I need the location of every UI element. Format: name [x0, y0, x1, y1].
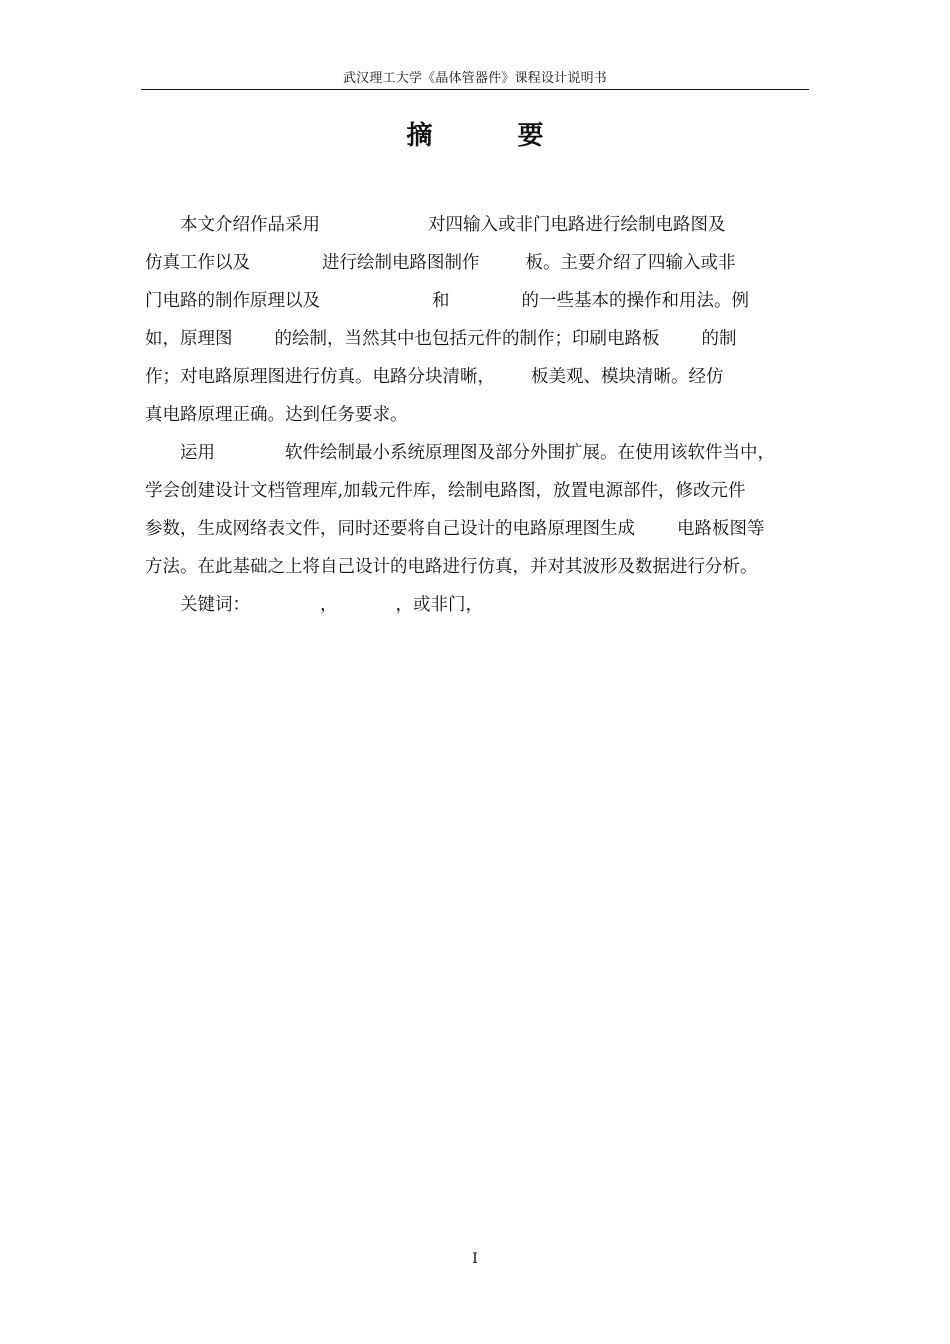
text-segment: 学会创建设计文档管理库,加载元件库，绘制电路图，放置电源部件，修改元件 [145, 481, 746, 501]
text-segment: 电路板图等 [677, 519, 765, 539]
text-segment: 的绘制，当然其中也包括元件的制作；印刷电路板 [274, 329, 660, 349]
text-segment: 软件绘制最小系统原理图及部分外围扩展。在使用该软件当中， [285, 443, 775, 463]
text-segment: 如，原理图 [145, 329, 233, 349]
text-line [145, 358, 811, 396]
text-segment: 和 [432, 291, 450, 311]
text-line [145, 206, 811, 244]
paragraph-usage [145, 434, 811, 586]
text-segment: 参数，生成网络表文件，同时还要将自己设计的电路原理图生成 [145, 519, 635, 539]
text-segment: 板。主要介绍了四输入或非 [525, 253, 736, 273]
text-line [145, 510, 811, 548]
text-line [145, 320, 811, 358]
keywords-label: 关键词： [145, 595, 250, 615]
text-segment: 本文介绍作品采用 [145, 215, 320, 235]
abstract-body [145, 206, 811, 624]
text-segment: 进行绘制电路图制作 [322, 253, 480, 273]
text-segment: ，或非门， [395, 595, 483, 615]
page-number: I [472, 1251, 478, 1267]
text-segment: ， [320, 595, 338, 615]
abstract-title: 摘 要 [406, 121, 582, 151]
text-segment: 仿真工作以及 [145, 253, 250, 273]
keywords [145, 586, 811, 624]
text-line [145, 472, 811, 510]
paragraph-intro [145, 206, 811, 434]
text-segment: 真电路原理正确。达到任务要求。 [145, 405, 408, 425]
text-segment: 对四输入或非门电路进行绘制电路图及 [428, 215, 726, 235]
text-line [145, 434, 811, 472]
text-segment: 运用 [145, 443, 215, 463]
text-line [145, 396, 811, 434]
text-segment: 的一些基本的操作和用法。例 [521, 291, 749, 311]
text-segment: 方法。在此基础之上将自己设计的电路进行仿真，并对其波形及数据进行分析。 [145, 557, 758, 577]
text-segment: 门电路的制作原理以及 [145, 291, 320, 311]
text-segment: 板美观、模块清晰。经仿 [531, 367, 724, 387]
header-rule [141, 89, 809, 90]
text-line [145, 548, 811, 586]
text-line [145, 244, 811, 282]
text-segment: 作；对电路原理图进行仿真。电路分块清晰， [145, 367, 495, 387]
text-line [145, 282, 811, 320]
text-segment: 的制 [701, 329, 737, 349]
text-line [145, 586, 811, 624]
running-header: 武汉理工大学《晶体管器件》课程设计说明书 [342, 71, 607, 86]
